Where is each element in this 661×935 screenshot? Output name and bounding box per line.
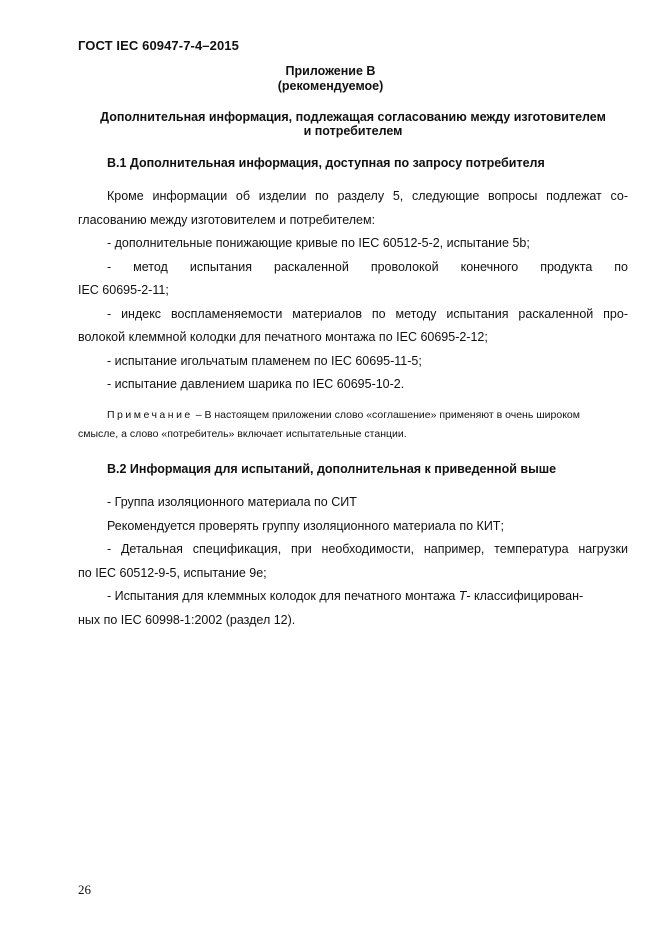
section-b2-title: B.2 Информация для испытаний, дополнительная к приведенной выше (107, 462, 557, 476)
section-b1-title: B.1 Дополнительная информация, доступная по запросу потребителя (107, 156, 545, 170)
b2-item4-pre: - Испытания для клеммных колодок для печатного монтажа (107, 589, 459, 603)
b1-item2-line2: IEC 60695-2-11; (78, 283, 169, 297)
b2-item2: Рекомендуется проверять группу изоляционного материала по КИТ; (107, 518, 504, 533)
b2-item4-line1 (78, 585, 628, 609)
note-text-line1: – В настоящем приложении слово «соглашение» применяют в очень широком (192, 409, 580, 421)
b1-item5: - испытание давлением шарика по IEC 60695-10-2. (107, 377, 405, 391)
b2-item4-post: - классифицирован- (466, 589, 584, 603)
b1-item3-line1: - индекс воспламеняемости материалов по методу испытания раскаленной про- (107, 306, 628, 321)
section-b1-body (78, 185, 628, 397)
b1-item1: - дополнительные понижающие кривые по IEC 60512-5-2, испытание 5b; (107, 236, 530, 250)
b2-item1: - Группа изоляционного материала по СИТ (107, 495, 357, 509)
page-number: 26 (78, 882, 91, 897)
b2-item3-line2: по IEC 60512-9-5, испытание 9e; (78, 565, 267, 580)
annex-heading-line1: Дополнительная информация, подлежащая согласованию между изготовителем (100, 110, 606, 124)
note-label: Примечание (107, 409, 193, 421)
b1-item2-line1: - метод испытания раскаленной проволокой конечного продукта по (107, 259, 628, 274)
standard-header: ГОСТ IEC 60947-7-4–2015 (78, 38, 239, 53)
annex-status: (рекомендуемое) (277, 79, 384, 93)
b2-item4-line2: ных по IEC 60998-1:2002 (раздел 12). (78, 612, 296, 627)
annex-title: Приложение B (285, 64, 376, 78)
annex-heading-line2: и потребителем (303, 124, 403, 138)
note (78, 406, 628, 444)
annex-title-block (0, 64, 661, 94)
b1-intro-line1: Кроме информации об изделии по разделу 5, следующие вопросы подлежат со- (107, 189, 628, 203)
b1-item4: - испытание игольчатым пламенем по IEC 60695-11-5; (107, 353, 422, 368)
section-b2-body (78, 491, 628, 632)
note-text-line2: смысле, а слово «потребитель» включает испытательные станции. (78, 428, 407, 440)
b1-item3-line2: волокой клеммной колодки для печатного монтажа по IEC 60695-2-12; (78, 330, 488, 344)
b2-item3-line1: - Детальная спецификация, при необходимости, например, температура нагрузки (107, 542, 628, 556)
annex-heading (78, 110, 628, 138)
b2-item4-italic: T (458, 589, 467, 603)
b1-intro-line2: гласованию между изготовителем и потребителем: (78, 212, 376, 227)
